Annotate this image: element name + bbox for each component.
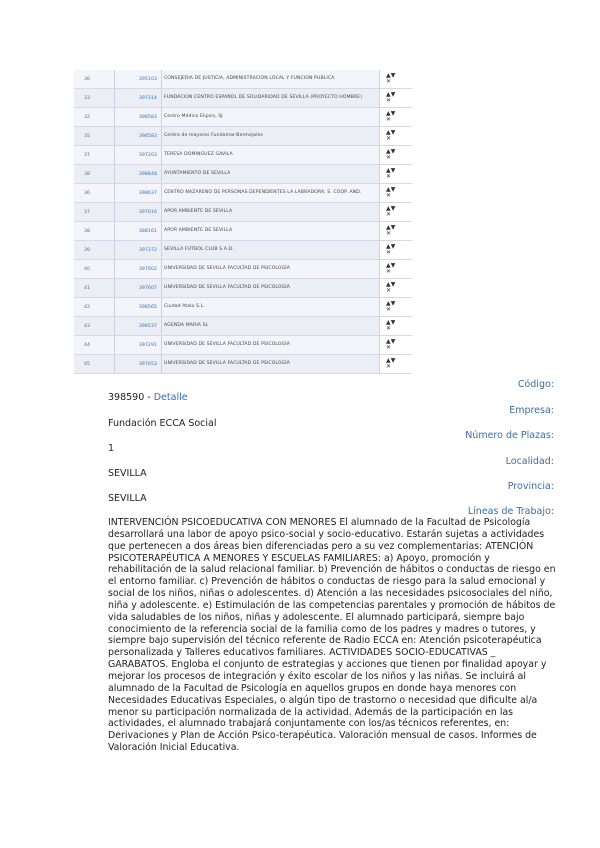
row-number: 38 <box>74 165 115 184</box>
row-actions <box>380 317 413 336</box>
delete-icon[interactable]: ✕ <box>386 287 392 294</box>
row-company-name: FUNDACION CENTRO ESPAÑOL DE SOLIDARIDAD DE SEVILLA (PROYECTO HOMBRE) <box>162 89 380 108</box>
delete-icon[interactable]: ✕ <box>386 173 392 180</box>
delete-icon[interactable]: ✕ <box>386 116 392 123</box>
row-company-name: SEVILLA FUTBOL CLUB S.A.D. <box>162 241 380 260</box>
plazas-value: 1 <box>108 443 115 454</box>
delete-icon[interactable]: ✕ <box>386 268 392 275</box>
codigo-label: Código: <box>517 379 554 390</box>
row-company-name: UNIVERSIDAD DE SEVILLA FACULTAD DE PSICOLOGÍA <box>162 355 380 374</box>
table-row <box>74 222 412 241</box>
row-company-name: Ciudad Atalo S.L. <box>162 298 380 317</box>
row-company-name: Centro Médico Elipsis, SJ <box>162 108 380 127</box>
row-company-name: AYUNTAMIENTO DE SEVILLA <box>162 165 380 184</box>
row-actions <box>380 241 413 260</box>
row-code-link[interactable]: 398565 <box>115 298 162 317</box>
row-code-link[interactable]: 397314 <box>115 89 162 108</box>
row-code-link[interactable]: 397016 <box>115 203 162 222</box>
table-row <box>74 184 412 203</box>
row-company-name: UNIVERSIDAD DE SEVILLA FACULTAD DE PSICOLOGÍA <box>162 260 380 279</box>
row-number: 35 <box>74 127 115 146</box>
sort-arrows-icon[interactable]: ▲▼ <box>386 110 396 117</box>
row-number: 36 <box>74 184 115 203</box>
sort-arrows-icon[interactable]: ▲▼ <box>386 72 396 79</box>
sort-arrows-icon[interactable]: ▲▼ <box>386 186 396 193</box>
table-row <box>74 89 412 108</box>
row-code-link[interactable]: 397653 <box>115 355 162 374</box>
row-actions <box>380 70 413 89</box>
table-row <box>74 203 412 222</box>
provincia-label: Provincia: <box>507 481 554 492</box>
row-number: 39 <box>74 241 115 260</box>
row-actions <box>380 279 413 298</box>
codigo-value-line <box>108 392 188 403</box>
row-actions <box>380 127 413 146</box>
row-number: 43 <box>74 317 115 336</box>
row-number: 32 <box>74 108 115 127</box>
row-number: 33 <box>74 89 115 108</box>
delete-icon[interactable]: ✕ <box>386 363 392 370</box>
row-actions <box>380 260 413 279</box>
table-row <box>74 165 412 184</box>
table-row <box>74 146 412 165</box>
sort-arrows-icon[interactable]: ▲▼ <box>386 205 396 212</box>
delete-icon[interactable]: ✕ <box>386 78 392 85</box>
table-row <box>74 298 412 317</box>
row-company-name: UNIVERSIDAD DE SEVILLA FACULTAD DE PSICOLOGÍA <box>162 336 380 355</box>
delete-icon[interactable]: ✕ <box>386 135 392 142</box>
table-row <box>74 317 412 336</box>
row-company-name: Centro de mayores Fundomar-Bermejales <box>162 127 380 146</box>
provincia-value: SEVILLA <box>108 493 147 504</box>
row-company-name: CONSEJERIA DE JUSTICIA, ADMINISTRACION LOCAL Y FUNCION PUBLICA <box>162 70 380 89</box>
sort-arrows-icon[interactable]: ▲▼ <box>386 357 396 364</box>
row-actions <box>380 203 413 222</box>
empresa-label: Empresa: <box>509 405 554 416</box>
sort-arrows-icon[interactable]: ▲▼ <box>386 129 396 136</box>
table-row <box>74 260 412 279</box>
row-actions <box>380 146 413 165</box>
localidad-label: Localidad: <box>505 456 554 467</box>
delete-icon[interactable]: ✕ <box>386 192 392 199</box>
row-code-link[interactable]: 398583 <box>115 108 162 127</box>
sort-arrows-icon[interactable]: ▲▼ <box>386 224 396 231</box>
placements-table <box>74 70 412 374</box>
delete-icon[interactable]: ✕ <box>386 344 392 351</box>
delete-icon[interactable]: ✕ <box>386 211 392 218</box>
row-company-name: UNIVERSIDAD DE SEVILLA FACULTAD DE PSICOLOGÍA <box>162 279 380 298</box>
row-code-link[interactable]: 398537 <box>115 317 162 336</box>
row-number: 36 <box>74 70 115 89</box>
row-code-link[interactable]: 395103 <box>115 70 162 89</box>
row-code-link[interactable]: 398583 <box>115 127 162 146</box>
sort-arrows-icon[interactable]: ▲▼ <box>386 262 396 269</box>
sort-arrows-icon[interactable]: ▲▼ <box>386 243 396 250</box>
row-number: 42 <box>74 298 115 317</box>
table-row <box>74 127 412 146</box>
table-row <box>74 279 412 298</box>
sort-arrows-icon[interactable]: ▲▼ <box>386 281 396 288</box>
row-code-link[interactable]: 397203 <box>115 146 162 165</box>
row-actions <box>380 184 413 203</box>
localidad-value: SEVILLA <box>108 468 147 479</box>
row-code-link[interactable]: 397602 <box>115 260 162 279</box>
row-actions <box>380 89 413 108</box>
row-code-link[interactable]: 398637 <box>115 184 162 203</box>
row-company-name: APOR AMBIENTE DE SEVILLA <box>162 222 380 241</box>
row-actions <box>380 165 413 184</box>
codigo-separator: - <box>144 392 154 403</box>
delete-icon[interactable]: ✕ <box>386 249 392 256</box>
row-number: 45 <box>74 355 115 374</box>
row-actions <box>380 298 413 317</box>
sort-arrows-icon[interactable]: ▲▼ <box>386 300 396 307</box>
detalle-link[interactable]: Detalle <box>153 392 188 403</box>
row-actions <box>380 355 413 374</box>
plazas-label: Número de Plazas: <box>465 430 554 441</box>
row-company-name: TERESA DOMINGUEZ GAVILA <box>162 146 380 165</box>
row-company-name: CENTRO NAZARENO DE PERSONAS DEPENDIENTES LA LABRADORA, S. COOP. AND. <box>162 184 380 203</box>
table-row <box>74 336 412 355</box>
row-actions <box>380 222 413 241</box>
row-number: 37 <box>74 146 115 165</box>
row-actions <box>380 108 413 127</box>
sort-arrows-icon[interactable]: ▲▼ <box>386 91 396 98</box>
delete-icon[interactable]: ✕ <box>386 154 392 161</box>
row-code-link[interactable]: 397372 <box>115 241 162 260</box>
row-code-link[interactable]: 397291 <box>115 336 162 355</box>
row-company-name: APOR AMBIENTE DE SEVILLA <box>162 203 380 222</box>
sort-arrows-icon[interactable]: ▲▼ <box>386 319 396 326</box>
lineas-label: Líneas de Trabajo: <box>467 506 554 517</box>
placements-table-body <box>74 70 412 374</box>
row-code-link[interactable]: 388161 <box>115 222 162 241</box>
row-number: 37 <box>74 203 115 222</box>
lineas-text: INTERVENCIÓN PSICOEDUCATIVA CON MENORES El alumnado de la Facultad de Psicología desarrollará una labor de apoyo psico-social y socio-educativo. Estarán sujetas a actividades que pertenecen a dos áreas bien diferenciadas pero a su vez complementarias: ATENCIÓN PSICOTERAPÉUTICA A MENORES Y ESCUELAS FAMILIARES: a) Apoyo, promoción y rehabilitación de la salud relacional familiar. b) Prevención de hábitos o conductas de riesgo en el entorno familiar. c) Prevención de hábitos o conductas de riesgo para la salud emocional y social de los niños, niñas o adolescentes. d) Atención a las necesidades psicosociales del niño, niña y adolescente. e) Estimulación de las competencias parentales y promoción de hábitos de vida saludables de los niños, niñas y adolescente. El alumnado participará, siempre bajo conocimiento de la referencia social de la familia como de los padres y madres o tutores, y siempre bajo supervisión del técnico referente de Radio ECCA en: Atención psicoterapéutica personalizada y Talleres educativos familiares. ACTIVIDADES SOCIO-EDUCATIVAS _ GARABATOS. Engloba el conjunto de estrategias y acciones que tienen por finalidad apoyar y mejorar los procesos de integración y éxito escolar de los niños y las niñas. Se incluirá al alumnado de la Facultad de Psicología en aquellos grupos en donde haya menores con Necesidades Educativas Especiales, o algún tipo de trastorno o necesidad que dificulte al/a menor su participación normalizada de la actividad. Además de la participación en las actividades, el alumnado trabajará conjuntamente con los/as técnicos referentes, en: Derivaciones y Plan de Acción Psico-terapéutica. Valoración mensual de casos. Informes de Valoración Inicial Educativa. <box>108 517 556 754</box>
row-code-link[interactable]: 398848 <box>115 165 162 184</box>
table-row <box>74 108 412 127</box>
row-actions <box>380 336 413 355</box>
delete-icon[interactable]: ✕ <box>386 97 392 104</box>
row-number: 38 <box>74 222 115 241</box>
row-number: 40 <box>74 260 115 279</box>
sort-arrows-icon[interactable]: ▲▼ <box>386 338 396 345</box>
codigo-value: 398590 <box>108 392 145 403</box>
sort-arrows-icon[interactable]: ▲▼ <box>386 148 396 155</box>
row-number: 41 <box>74 279 115 298</box>
delete-icon[interactable]: ✕ <box>386 325 392 332</box>
sort-arrows-icon[interactable]: ▲▼ <box>386 167 396 174</box>
delete-icon[interactable]: ✕ <box>386 230 392 237</box>
row-number: 44 <box>74 336 115 355</box>
table-row <box>74 355 412 374</box>
table-row <box>74 241 412 260</box>
row-company-name: AGENDA MARIA SL <box>162 317 380 336</box>
empresa-value: Fundación ECCA Social <box>108 418 217 429</box>
delete-icon[interactable]: ✕ <box>386 306 392 313</box>
row-code-link[interactable]: 397607 <box>115 279 162 298</box>
table-row <box>74 70 412 89</box>
